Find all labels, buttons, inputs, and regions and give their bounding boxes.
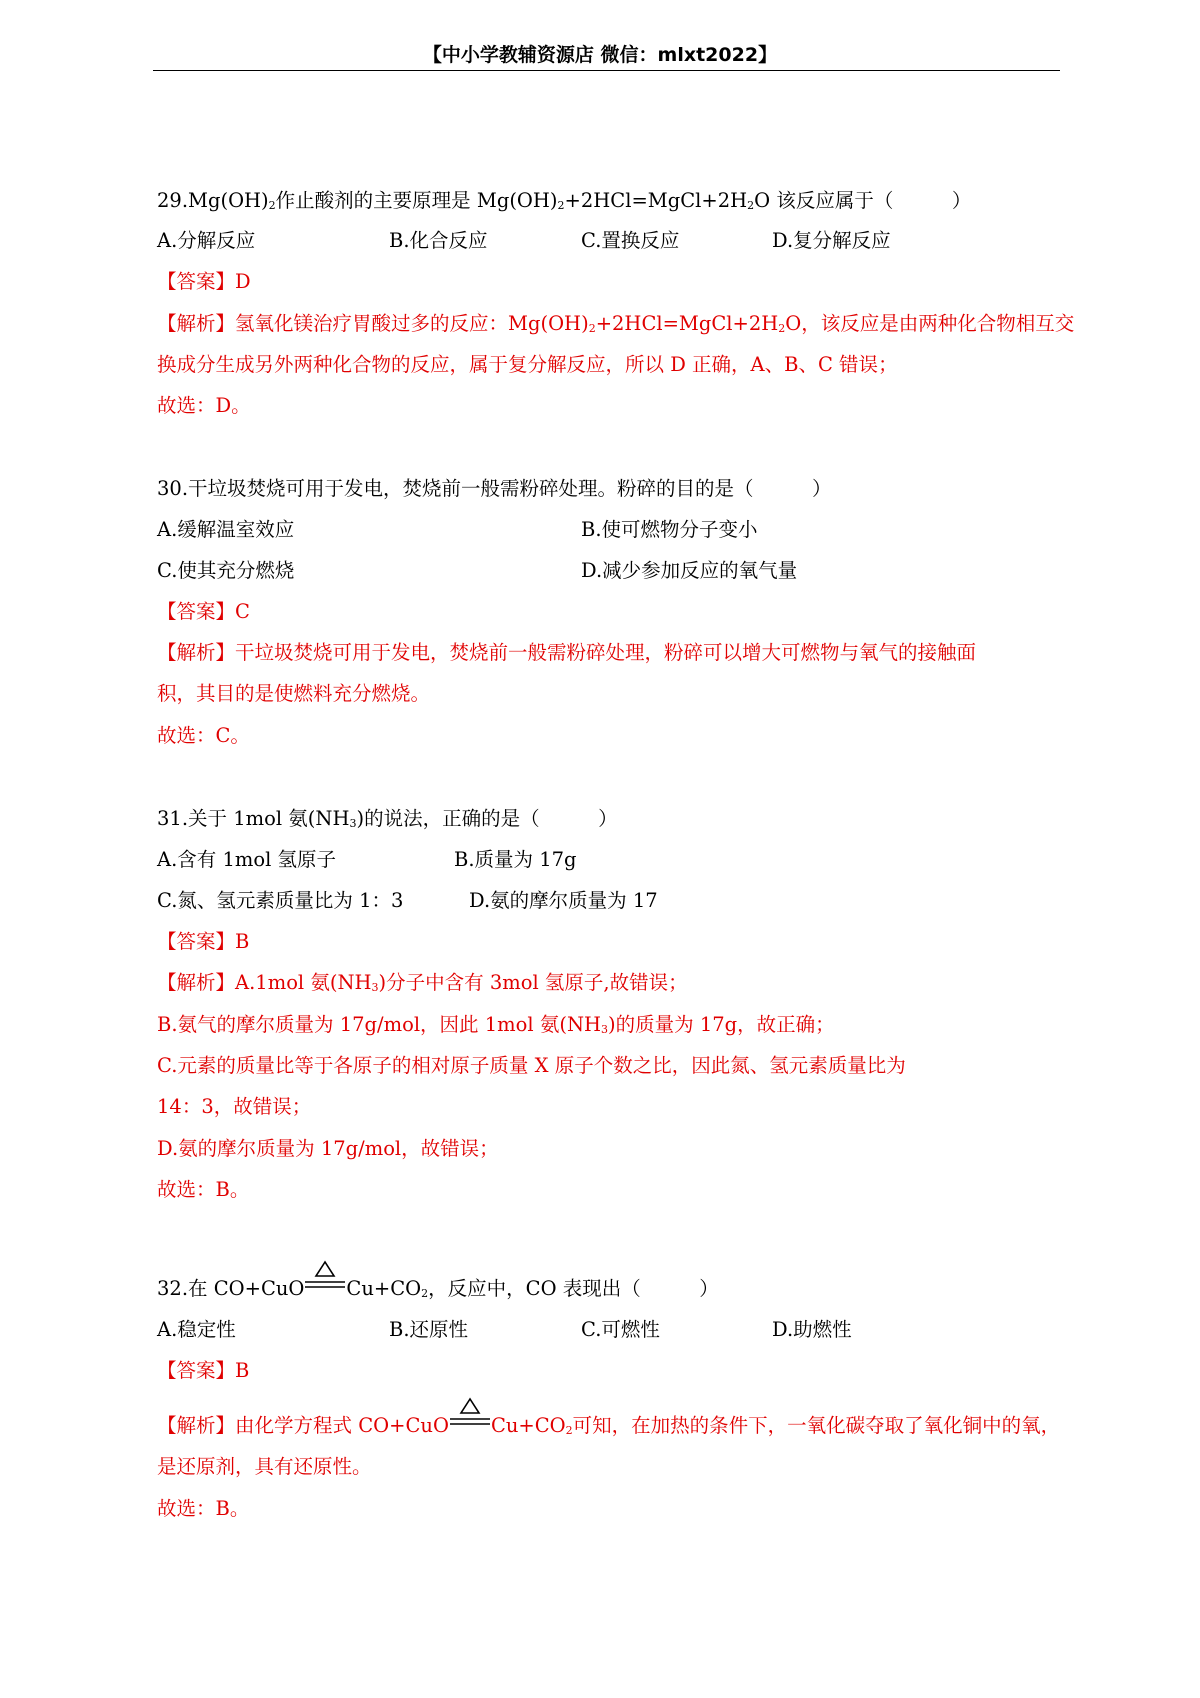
q31-stem: 31.关于 1mol 氨$(NH_3)$的说法，正确的是（ ） — [157, 807, 618, 830]
q29-option-b: B.化合反应 — [389, 229, 488, 252]
q30-option-d: D.减少参加反应的氧气量 — [581, 559, 798, 582]
q29-stem: $29.Mg(OH)_2$作止酸剂的主要原理是 $Mg(OH)_2+2HCl=MgCl+2H_2O$ 该反应属于（ ） — [157, 189, 972, 212]
q29-explanation-1: 【解析】氢氧化镁治疗胃酸过多的反应：$Mg(OH)_2+2HCl=MgCl+2H_2O$，该反应是由两种化合物相互交 — [157, 312, 1075, 335]
q32-option-a: A.稳定性 — [157, 1318, 236, 1341]
q32-explanation-2: 是还原剂，具有还原性。 — [157, 1455, 372, 1478]
q31-answer: 【答案】B — [157, 930, 250, 953]
q31-option-d: D.氨的摩尔质量为 17 — [469, 889, 658, 912]
q30-option-c: C.使其充分燃烧 — [157, 559, 295, 582]
q30-option-a: A.缓解温室效应 — [157, 518, 295, 541]
q31-option-a: A.含有 1mol 氢原子 — [157, 848, 337, 871]
q32-option-b: B.还原性 — [389, 1318, 469, 1341]
q31-explanation-5: D.氨的摩尔质量为 17g/mol，故错误； — [157, 1137, 499, 1160]
q30-explanation-1: 【解析】干垃圾焚烧可用于发电，焚烧前一般需粉碎处理，粉碎可以增大可燃物与氧气的接触面 — [157, 641, 977, 664]
q30-stem: 30.干垃圾焚烧可用于发电，焚烧前一般需粉碎处理。粉碎的目的是（ ） — [157, 477, 832, 500]
q29-option-c: C.置换反应 — [581, 229, 680, 252]
q32-stem: 32.在 CO+CuO $Cu+CO_2$，反应中，CO 表现出（ ） — [157, 1276, 719, 1307]
q32-option-d: D.助燃性 — [772, 1318, 852, 1341]
q29-explanation-2: 换成分生成另外两种化合物的反应，属于复分解反应，所以 D 正确，A、B、C 错误； — [157, 353, 898, 376]
heat-equals-symbol — [449, 1415, 491, 1435]
q29-conclusion: 故选：D。 — [157, 394, 251, 417]
q30-conclusion: 故选：C。 — [157, 724, 250, 747]
q31-explanation-4: 14：3，故错误； — [157, 1095, 312, 1118]
page-header: 【中小学教辅资源店 微信：mlxt2022】 — [422, 44, 778, 66]
q32-answer: 【答案】B — [157, 1359, 250, 1382]
q31-explanation-1: 【解析】A.1mol 氨$(NH_3)$分子中含有 3mol 氢原子,故错误； — [157, 971, 688, 994]
q32-explanation-1: 【解析】由化学方程式 CO+CuO $Cu+CO_2$可知，在加热的条件下，一氧化碳夺取了氧化铜中的氧， — [157, 1413, 1060, 1444]
q31-explanation-2: B.氨气的摩尔质量为 17g/mol，因此 1mol 氨$(NH_3)$的质量为 17g，故正确； — [157, 1013, 835, 1036]
q29-option-d: D.复分解反应 — [772, 229, 891, 252]
q30-answer: 【答案】C — [157, 600, 250, 623]
q31-option-c: C.氮、氢元素质量比为 1：3 — [157, 889, 404, 912]
q30-option-b: B.使可燃物分子变小 — [581, 518, 758, 541]
q30-explanation-2: 积，其目的是使燃料充分燃烧。 — [157, 682, 431, 705]
q31-option-b: B.质量为 17g — [454, 848, 577, 871]
q29-option-a: A.分解反应 — [157, 229, 256, 252]
header-rule — [153, 70, 1060, 71]
heat-equals-symbol — [304, 1278, 346, 1298]
q31-conclusion: 故选：B。 — [157, 1178, 250, 1201]
q29-answer: 【答案】D — [157, 270, 251, 293]
q32-option-c: C.可燃性 — [581, 1318, 660, 1341]
q31-explanation-3: C.元素的质量比等于各原子的相对原子质量 X 原子个数之比，因此氮、氢元素质量比为 — [157, 1054, 906, 1077]
q32-conclusion: 故选：B。 — [157, 1497, 250, 1520]
